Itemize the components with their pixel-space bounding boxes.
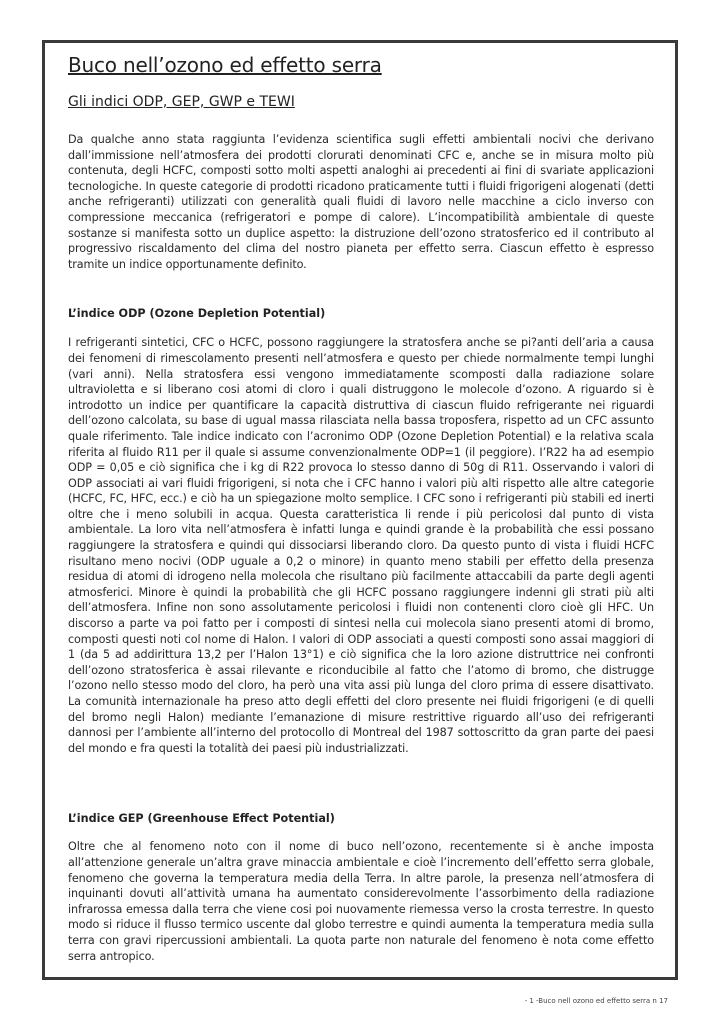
page-footer: - 1 -Buco nell ozono ed effetto serra n 17 bbox=[524, 997, 668, 1005]
document-title: Buco nell’ozono ed effetto serra bbox=[68, 53, 382, 77]
document-subtitle: Gli indici ODP, GEP, GWP e TEWI bbox=[68, 94, 295, 110]
gep-section-heading: L’indice GEP (Greenhouse Effect Potential) bbox=[68, 812, 335, 826]
page-frame bbox=[42, 40, 678, 980]
document-content bbox=[68, 53, 654, 964]
intro-paragraph: Da qualche anno stata raggiunta l’evidenza scientifica sugli effetti ambientali nocivi che derivano dall’immissione nell’atmosfera dei prodotti clorurati denominati CFC e, anche se in misura molto più contenuta, degli HCFC, composti sotto molti aspetti analoghi ai precedenti ai fini di svariate applicazioni tecnologiche. In queste categorie di prodotti ricadono praticamente tutti i fluidi frigorigeni alogenati (detti anche refrigeranti) utilizzati con generalità quali fluidi di lavoro nelle macchine a ciclo inverso con compressione meccanica (refrigeratori e pompe di calore). L’incompatibilità ambientale di queste sostanze si manifesta sotto un duplice aspetto: la distruzione dell’ozono stratosferico ed il contributo al progressivo riscaldamento del clima del nostro pianeta per effetto serra. Ciascun effetto è espresso tramite un indice opportunamente definito. bbox=[68, 133, 654, 271]
gep-paragraph: Oltre che al fenomeno noto con il nome di buco nell’ozono, recentemente si è anche imposta all’attenzione generale un’altra grave minaccia ambientale e cioè l’incremento dell’effetto serra globale, fenomeno che governa la temperatura media della Terra. In altre parole, la presenza nell’atmosfera di inquinanti dovuti all’attività umana ha aumentato considerevolmente l’assorbimento della radiazione infrarossa emessa dalla terra che viene cosi poi nuovamente riemessa verso la crosta terrestre. In questo modo si riduce il flusso termico uscente dal globo terrestre e quindi aumenta la temperatura media sulla terra con gravi ripercussioni ambientali. La quota parte non naturale del fenomeno è nota come effetto serra antropico. bbox=[68, 840, 654, 963]
odp-section-heading: L’indice ODP (Ozone Depletion Potential) bbox=[68, 307, 326, 321]
odp-paragraph: I refrigeranti sintetici, CFC o HCFC, possono raggiungere la stratosfera anche se pi?anti dell’aria a causa dei fenomeni di rimescolamento presenti nell’atmosfera e questo per chiede normalmente tempi lunghi (vari anni). Nella stratosfera essi vengono immediatamente scomposti dalla radiazione solare ultravioletta e si liberano cosi atomi di cloro i quali distruggono le molecole d’ozono. A riguardo si è introdotto un indice per quantificare la capacità distruttiva di ciascun fluido refrigerante nei riguardi dell’ozono calcolata, su base di ugual massa rilasciata nella bassa troposfera, rispetto ad un CFC assunto quale riferimento. Tale indice indicato con l’acronimo ODP (Ozone Depletion Potential) e la relativa scala riferita al fluido R11 per il quale si assume convenzionalmente ODP=1 (il peggiore). I’R22 ha ad esempio ODP = 0,05 e ciò significa che i kg di R22 provoca lo stesso danno di 50g di R11. Osservando i valori di ODP associati ai vari fluidi frigorigeni, si nota che i CFC hanno i valori più alti rispetto alle altre categorie (HCFC, FC, HFC, ecc.) e ciò ha un spiegazione molto semplice. I CFC sono i refrigeranti più stabili ed inerti oltre che i meno solubili in acqua. Questa caratteristica li rende i più pericolosi dal punto di vista ambientale. La loro vita nell’atmosfera è infatti lunga e quindi grande è la probabilità che essi possano raggiungere la stratosfera e quindi qui dissociarsi liberando cloro. Da questo punto di vista i fluidi HCFC risultano meno nocivi (ODP uguale a 0,2 o minore) in quanto meno stabili per effetto della presenza residua di atomi di idrogeno nella molecola che risultano più facilmente attaccabili da parte degli agenti atmosferici. Minore è quindi la probabilità che gli HCFC possano raggiungere indenni gli strati più alti dell’atmosfera. Infine non sono assolutamente pericolosi i fluidi non contenenti cloro cioè gli HFC. Un discorso a parte va poi fatto per i composti di sintesi nella cui molecola siano presenti atomi di bromo, composti questi noti col nome di Halon. I valori di ODP associati a questi composti sono assai maggiori di 1 (da 5 ad addirittura 13,2 per l’Halon 13°1) e ciò significa che la loro azione distruttrice nei confronti dell’ozono stratosferica è assai rilevante e riconducibile al fatto che l’atomo di bromo, che distrugge l’ozono nello stesso modo del cloro, ha però una vita assi più lunga del cloro prima di essere disattivato. La comunità internazionale ha preso atto degli effetti del cloro presente nei fluidi frigorigeni (e di quelli del bromo negli Halon) mediante l’emanazione di misure restrittive riguardo all’uso dei refrigeranti dannosi per l’ambiente all’interno del protocollo di Montreal del 1987 sottoscritto da gran parte dei paesi del mondo e fra questi la totalità dei paesi più industrializzati. bbox=[68, 336, 654, 755]
